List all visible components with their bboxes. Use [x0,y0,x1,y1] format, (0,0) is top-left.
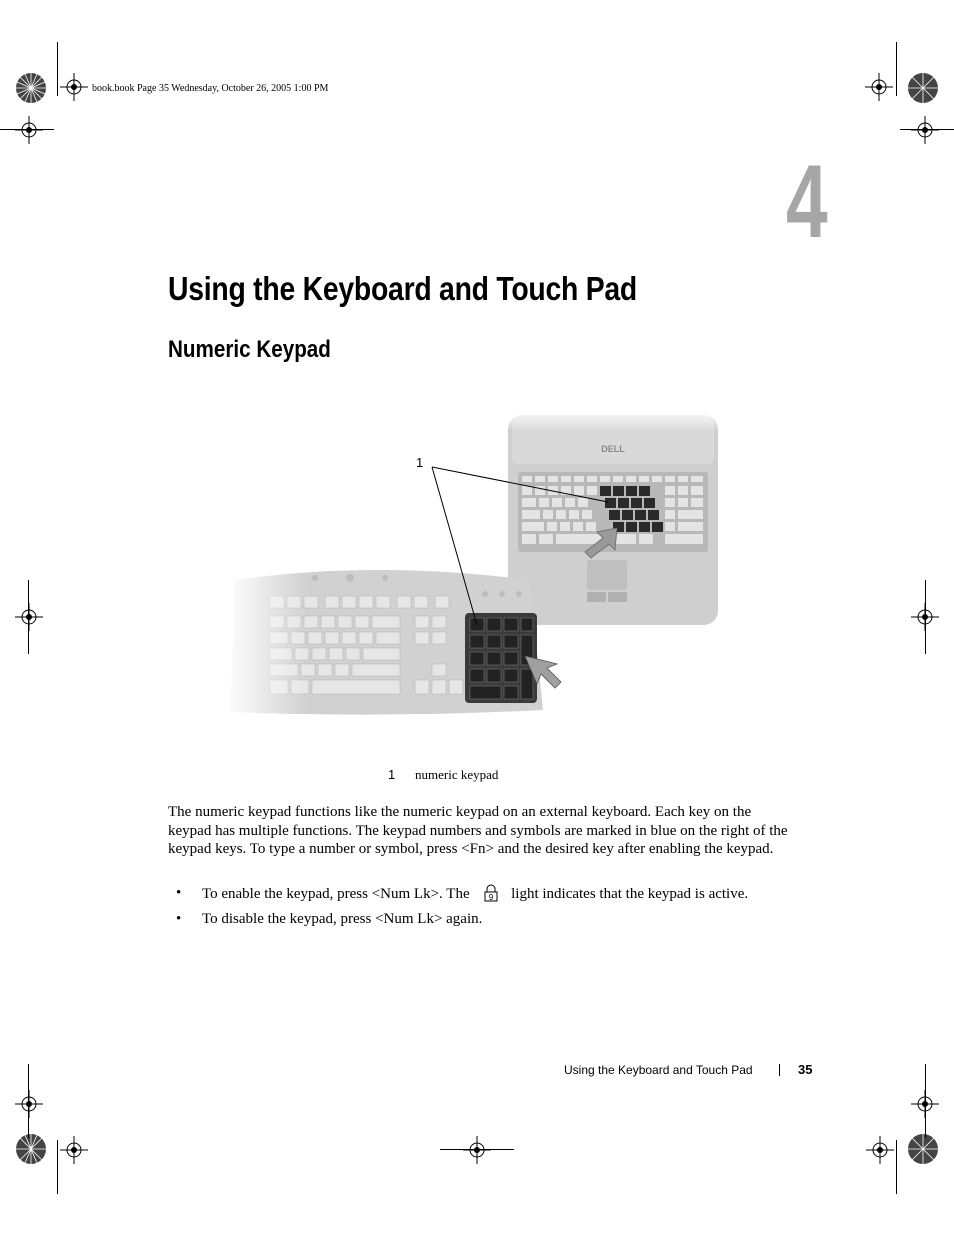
num-lock-glyph: 9 [489,893,494,902]
registration-mark-icon [907,72,939,104]
bullet-dot: • [176,885,182,901]
crop-mark [57,42,58,96]
external-keyboard-image [225,560,561,720]
crop-mark [896,42,897,96]
bullet-list [168,884,808,934]
footer-separator [779,1064,780,1076]
crosshair-target-icon [15,603,43,631]
bullet-text-after-icon: light indicates that the keypad is active. [511,886,749,902]
crop-mark [900,129,954,130]
page-number: 35 [798,1062,813,1077]
crop-mark [28,580,29,654]
crosshair-target-icon [463,1136,491,1164]
bullet-text: To disable the keypad, press <Num Lk> again. [202,910,483,927]
num-lock-light-icon [481,884,501,902]
section-title: Numeric Keypad [168,336,331,363]
bullet-dot: • [176,910,182,927]
list-item [168,884,808,903]
registration-mark-icon [15,1133,47,1165]
footer-title: Using the Keyboard and Touch Pad [564,1063,753,1077]
crosshair-target-icon [865,73,893,101]
crosshair-target-icon [866,1136,894,1164]
crosshair-target-icon [911,116,939,144]
bullet-text-before-icon: To enable the keypad, press <Num Lk>. The [202,886,470,902]
chapter-title: Using the Keyboard and Touch Pad [168,270,637,307]
registration-mark-icon [907,1133,939,1165]
crop-mark [925,580,926,654]
crop-mark [440,1149,514,1150]
chapter-number: 4 [786,144,828,260]
crop-mark [0,129,54,130]
figure-callout-number: 1 [416,455,424,470]
legend-number: 1 [388,767,396,782]
crosshair-target-icon [15,116,43,144]
list-item [168,910,808,928]
legend-text: numeric keypad [415,767,499,782]
crosshair-target-icon [15,1090,43,1118]
keyboard-illustration [225,410,725,720]
crop-mark [57,1140,58,1194]
crop-mark [28,1064,29,1138]
crop-mark [896,1140,897,1194]
crosshair-target-icon [60,73,88,101]
crosshair-target-icon [60,1136,88,1164]
crop-mark [925,1064,926,1138]
registration-mark-icon [15,72,47,104]
body-paragraph: The numeric keypad functions like the numeric keypad on an external keyboard. Each key on the keypad has multiple functions. The keypad numbers and symbols are marked in blue on the right of the keypad keys. To type a number or symbol, press <Fn> and the desired key after enabling the keypad. [168,804,788,858]
slug-line: book.book Page 35 Wednesday, October 26, 2005 1:00 PM [92,83,329,94]
